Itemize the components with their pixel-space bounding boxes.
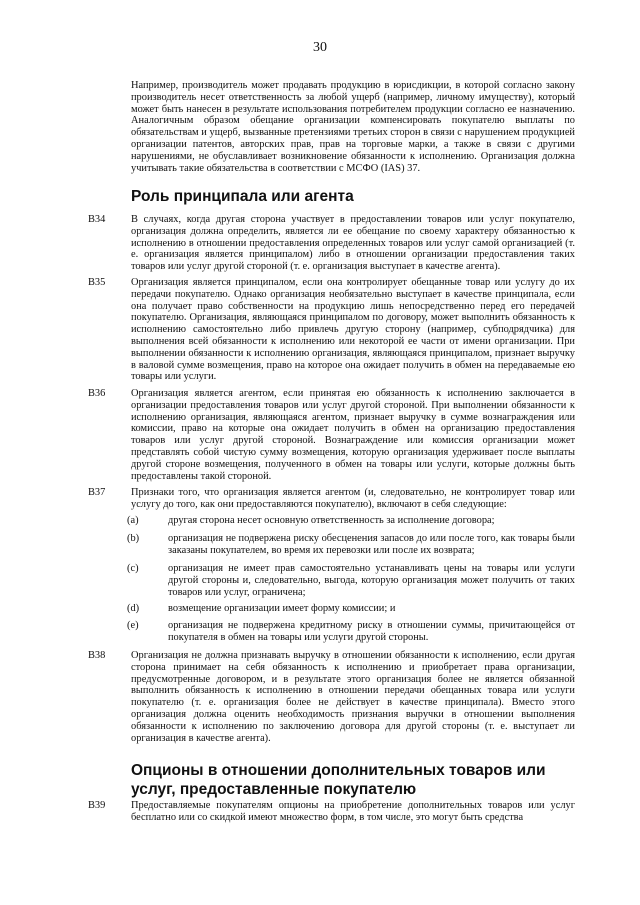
list-item-letter: (b) xyxy=(127,533,140,544)
list-item-letter: (c) xyxy=(127,563,139,574)
intro-paragraph: Например, производитель может продавать продукцию в юрисдикции, в которой согласно закону производитель несет ответственность за любой ущерб (например, личному имуществу), который может быть нанесен в результате использования потребителем продукции согласно ее назначению. Аналогичным образом обещание организации компенсировать покупателю выплаты по обязательствам и ущерб, вызванные претензиями третьих сторон в связи с нарушением продукцией организации патентов, авторских прав, прав на торговые марки, а также в связи с другими нарушениями, не обуславливает возникновение обязанности к исполнению. Организация должна учитывать такие обязательства в соответствии с МСФО (IAS) 37. xyxy=(131,80,575,174)
list-item-text: возмещение организации имеет форму комиссии; и xyxy=(168,603,396,614)
list-item-text: организация не имеет прав самостоятельно устанавливать цены на товары или услуги другой стороны и, следовательно, выгода, которую организация может получить от таких товаров или услуг, ограничена; xyxy=(168,563,575,598)
paragraph-code: B36 xyxy=(88,388,106,399)
paragraph-text: Предоставляемые покупателям опционы на приобретение дополнительных товаров или услуг бесплатно или со скидкой имеют множество форм, в том числе, это могут быть средства xyxy=(131,800,575,823)
paragraph-text: Признаки того, что организация является агентом (и, следовательно, не контролирует товар или услугу до того, как они предоставляются покупателю), включают в себя следующие: xyxy=(131,487,575,510)
paragraph-text: Организация не должна признавать выручку в отношении обязанности к исполнению, если другая сторона принимает на себя обязанность к исполнению и приобретает права организации, предусмотренные договором, и в результате этого организация более не является обязанной выполнить обязанность к исполнению в отношении передачи обещанных товара или услуги покупателю (т. е. организация более не действует в качестве принципала). Вместо этого организация должна оценить необходимость признания выручки в отношении выполнения обязанности к исполнению по заключению договора для другой стороны (т. е. выступает ли организация в качестве агента). xyxy=(131,650,575,744)
list-item-text: организация не подвержена риску обесценения запасов до или после того, как товары были заказаны покупателем, во время их перевозки или после их возврата; xyxy=(168,533,575,556)
page-number: 30 xyxy=(313,40,327,55)
section-heading-customer-options: Опционы в отношении дополнительных товаров или услуг, предоставленные покупателю xyxy=(131,762,546,798)
list-item-letter: (a) xyxy=(127,515,139,526)
paragraph-code: B35 xyxy=(88,277,106,288)
paragraph-code: B37 xyxy=(88,487,106,498)
paragraph-text: В случаях, когда другая сторона участвует в предоставлении товаров или услуг покупателю, организация должна определить, является ли ее обещание по своему характеру обязанностью к исполнению в отношении предоставления определенных товаров или услуг самой организацией (т. е. организация является принципалом) либо в отношении организации предоставления таких товаров или услуг другой стороной (т. е. организация выступает в качестве агента). xyxy=(131,214,575,273)
paragraph-text: Организация является принципалом, если она контролирует обещанные товар или услугу до их передачи покупателю. Однако организация необязательно выступает в качестве принципала, если она получает право собственности на продукцию лишь непосредственно перед его передачей покупателю. Организация, являющаяся принципалом по договору, может выполнить обязанность к исполнению самостоятельно либо привлечь другую сторону (например, субподрядчика) для выполнения всей обязанности к исполнению или некоторой ее части от имени организации. При выполнении обязанности к исполнению организация, являющаяся принципалом, признает выручку в валовой сумме возмещения, право на которое она ожидает получить в обмен на передаваемые ею товары или услуги. xyxy=(131,277,575,383)
list-item-letter: (d) xyxy=(127,603,140,614)
section-heading-principal-agent: Роль принципала или агента xyxy=(131,188,354,205)
list-item-text: организация не подвержена кредитному риску в отношении суммы, причитающейся от покупателя в обмен на товары или услуги другой стороны. xyxy=(168,620,575,643)
paragraph-text: Организация является агентом, если принятая ею обязанность к исполнению заключается в организации предоставления товаров или услуг другой стороной. При выполнении обязанности к исполнению организация, являющаяся агентом, признает выручку в сумме вознаграждения или комиссии, право на которые она ожидает получить в обмен на организацию предоставления товаров или услуг другой стороной. Вознаграждение или комиссия организации может представлять собой чистую сумму возмещения, которую организация удерживает после выплаты другой стороне возмещения, полученного в обмен на товары или услуги, которые должны быть предоставлены такой стороной. xyxy=(131,388,575,482)
paragraph-code: B34 xyxy=(88,214,106,225)
paragraph-code: B39 xyxy=(88,800,106,811)
paragraph-code: B38 xyxy=(88,650,106,661)
list-item-letter: (e) xyxy=(127,620,139,631)
list-item-text: другая сторона несет основную ответственность за исполнение договора; xyxy=(168,515,495,526)
